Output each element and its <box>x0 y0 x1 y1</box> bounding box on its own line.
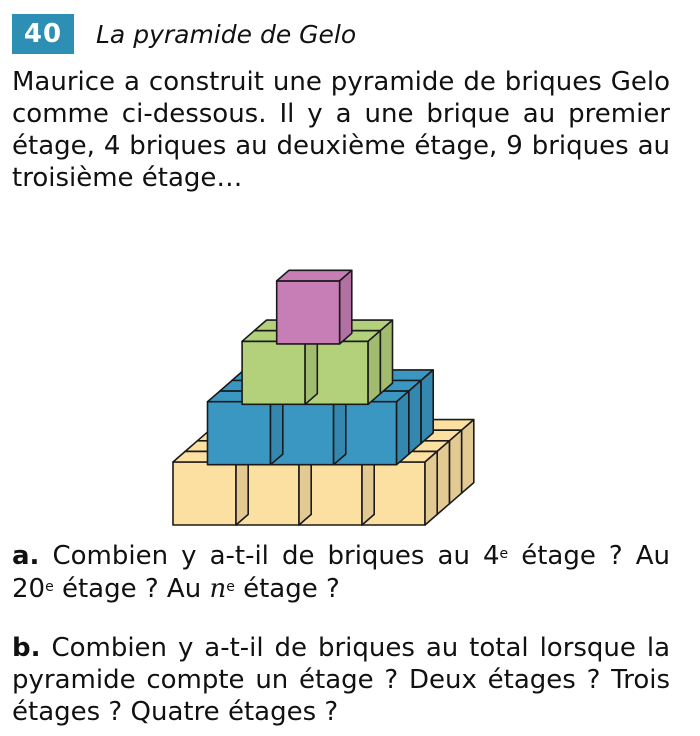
question-b-label: b. <box>12 633 41 663</box>
brick-front-face <box>277 281 340 344</box>
question-a-label: a. <box>12 541 40 571</box>
brick-side-face <box>409 381 421 455</box>
brick-side-face <box>437 441 449 515</box>
brick-side-face <box>421 370 433 444</box>
intro-text: Maurice a construit une pyramide de briques Gelo comme ci-dessous. Il y a une brique au premier étage, 4 briques au deuxième étage, 9 briques au troisième étage… <box>12 67 670 193</box>
question-b-text: Combien y a-t-il de briques au total lorsque la pyramide compte un étage ? Deux étages ? Trois étages ? Quatre étages ? <box>12 633 670 727</box>
brick-front-face <box>173 462 236 525</box>
question-a-text-4: étage ? <box>234 574 340 604</box>
brick-pyramid-figure <box>168 212 518 530</box>
brick-side-face <box>368 331 380 405</box>
brick-side-face <box>397 391 409 465</box>
question-a-text-2: étage ? Au 20 <box>12 541 671 604</box>
brick-side-face <box>380 320 392 394</box>
question-a-text-3: étage ? Au <box>53 574 210 604</box>
brick-side-face <box>340 270 352 344</box>
exercise-number: 40 <box>12 14 74 54</box>
question-a-text-1: Combien y a-t-il de briques au 4 <box>52 541 500 571</box>
brick-side-face <box>449 430 461 504</box>
exercise-header <box>12 14 356 54</box>
question-b <box>12 632 670 728</box>
brick-front-face <box>242 341 305 404</box>
superscript: e <box>499 546 509 562</box>
superscript: e <box>45 579 54 595</box>
variable-n: n <box>209 574 227 604</box>
brick-front-face <box>208 402 271 465</box>
brick-side-face <box>462 420 474 494</box>
exercise-title: La pyramide de Gelo <box>96 19 357 49</box>
superscript: e <box>226 579 235 595</box>
question-a <box>12 540 670 606</box>
brick-side-face <box>425 451 437 525</box>
